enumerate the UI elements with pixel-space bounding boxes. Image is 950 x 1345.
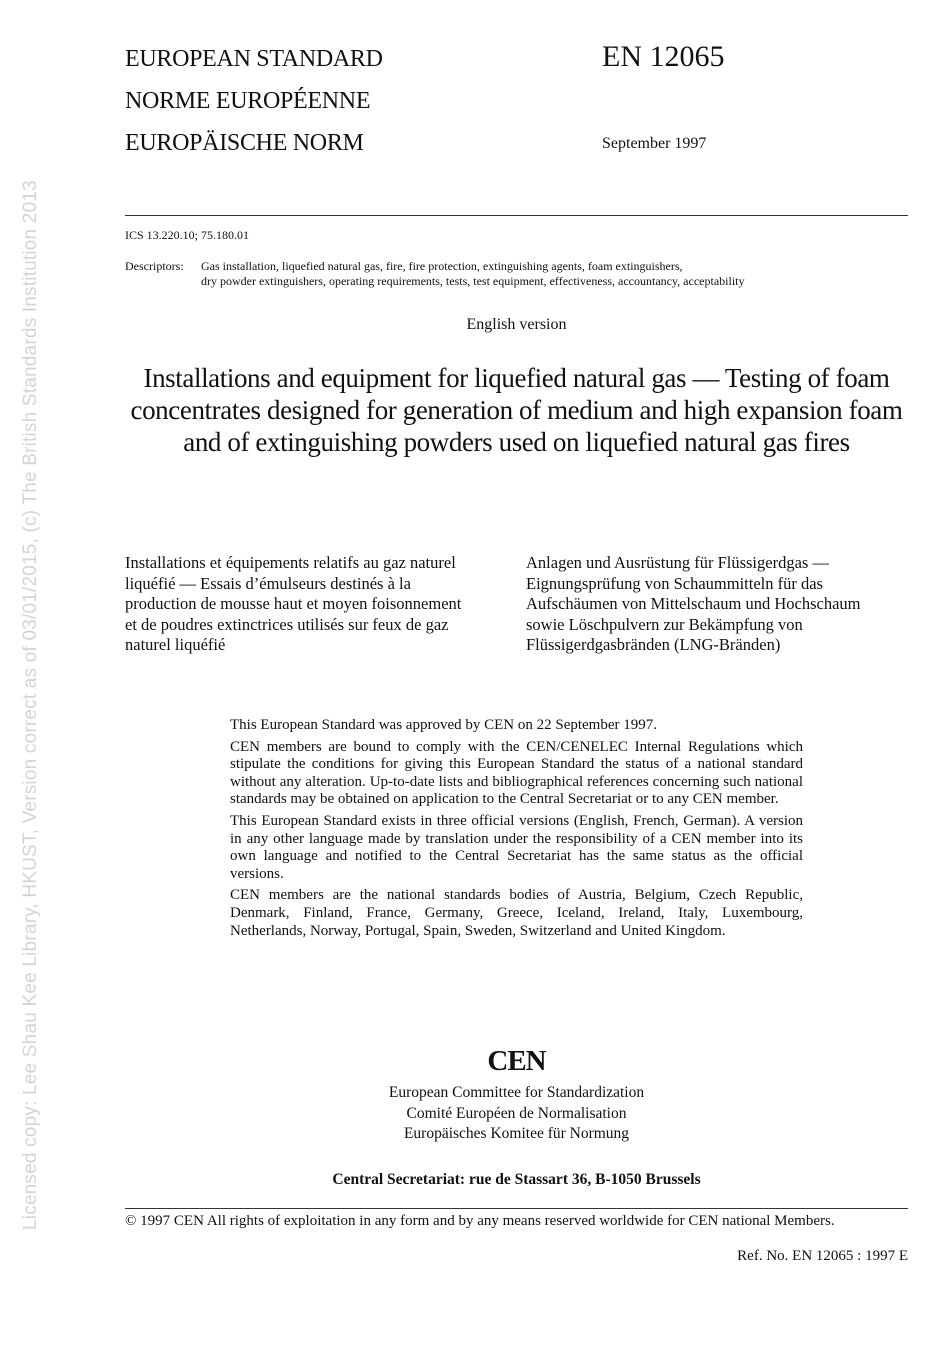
footer-divider (125, 1208, 908, 1209)
german-title-line: sowie Löschpulvern zur Bekämpfung von (526, 614, 803, 634)
cen-name-line: Comité Européen de Normalisation (406, 1104, 627, 1122)
approval-paragraph: CEN members are the national standards bodies of Austria, Belgium, Czech Republic, Denmark, Finland, France, Germany, Greece, Iceland, Ireland, Italy, Luxembourg, Netherlands, Norway, Portugal, Spain, Sweden, Switzerland and United Kingdom. (230, 887, 803, 939)
standard-number: EN 12065 (602, 40, 725, 73)
descriptors-line: Gas installation, liquefied natural gas, fire, fire protection, extinguishing agents, foam extinguishers, (201, 259, 683, 273)
cen-name-line: Europäisches Komitee für Normung (403, 1125, 630, 1142)
central-secretariat: Central Secretariat: rue de Stassart 36, B-1050 Brussels (332, 1171, 701, 1188)
french-title-line: naturel liquéfié (125, 635, 226, 654)
german-title-line: Aufschäumen von Mittelschaum und Hochschaum (526, 594, 861, 613)
cen-name-line: European Committee for Standardization (388, 1084, 645, 1101)
cen-names (0, 1083, 950, 1145)
publication-date: September 1997 (602, 135, 707, 152)
ics-codes: ICS 13.220.10; 75.180.01 (125, 228, 250, 242)
descriptors-line: dry powder extinguishers, operating requirements, tests, test equipment, effectiveness, accountancy, acceptability (201, 274, 745, 288)
french-title-line: production de mousse haut et moyen foisonnement (125, 594, 462, 613)
approval-paragraph: This European Standard exists in three official versions (English, French, German). A version in any other language made by translation under the responsibility of a CEN member into its own language and notified to the Central Secretariat has the same status as the official versions. (230, 812, 803, 882)
german-title-line: Flüssigerdgasbränden (LNG-Bränden) (526, 635, 781, 654)
french-title-line: Installations et équipements relatifs au gaz naturel (125, 553, 456, 572)
header-title-de: EUROPÄISCHE NORM (125, 130, 364, 156)
header-divider (125, 215, 908, 216)
cen-logo: CEN (487, 1045, 546, 1077)
approval-paragraph: This European Standard was approved by CEN on 22 September 1997. (230, 717, 657, 733)
language-version: English version (466, 316, 567, 333)
header-title-fr: NORME EUROPÉENNE (125, 88, 371, 114)
descriptors-label: Descriptors: (125, 259, 184, 273)
header-title-en: EUROPEAN STANDARD (125, 46, 383, 72)
document-title: Installations and equipment for liquefied natural gas — Testing of foam concentrates designed for generation of medium and high expansion foam and of extinguishing powders used on liquefied natural gas fires (130, 363, 903, 457)
german-title-line: Eignungsprüfung von Schaummitteln für das (526, 573, 823, 593)
french-title-line: liquéfié — Essais d’émulseurs destinés à la (125, 573, 411, 593)
approval-notice (230, 717, 803, 944)
french-title (125, 553, 520, 656)
french-title-line: et de poudres extinctrices utilisés sur feux de gaz (125, 614, 449, 634)
reference-number: Ref. No. EN 12065 : 1997 E (737, 1248, 908, 1264)
descriptors-text (201, 259, 861, 289)
approval-paragraph: CEN members are bound to comply with the CEN/CENELEC Internal Regulations which stipulate the conditions for giving this European Standard the status of a national standard without any alteration. Up-to-date lists and bibliographical references concerning such national standards may be obtained on application to the Central Secretariat or to any CEN member. (230, 738, 803, 808)
german-title (526, 553, 926, 656)
copyright-notice: © 1997 CEN All rights of exploitation in any form and by any means reserved worldwide for CEN national Members. (125, 1213, 835, 1229)
license-watermark: Licensed copy: Lee Shau Kee Library, HKUST, Version correct as of 03/01/2015, (c) The British Standards Institution 2013 (20, 180, 41, 1230)
german-title-line: Anlagen und Ausrüstung für Flüssigerdgas — (526, 553, 829, 572)
